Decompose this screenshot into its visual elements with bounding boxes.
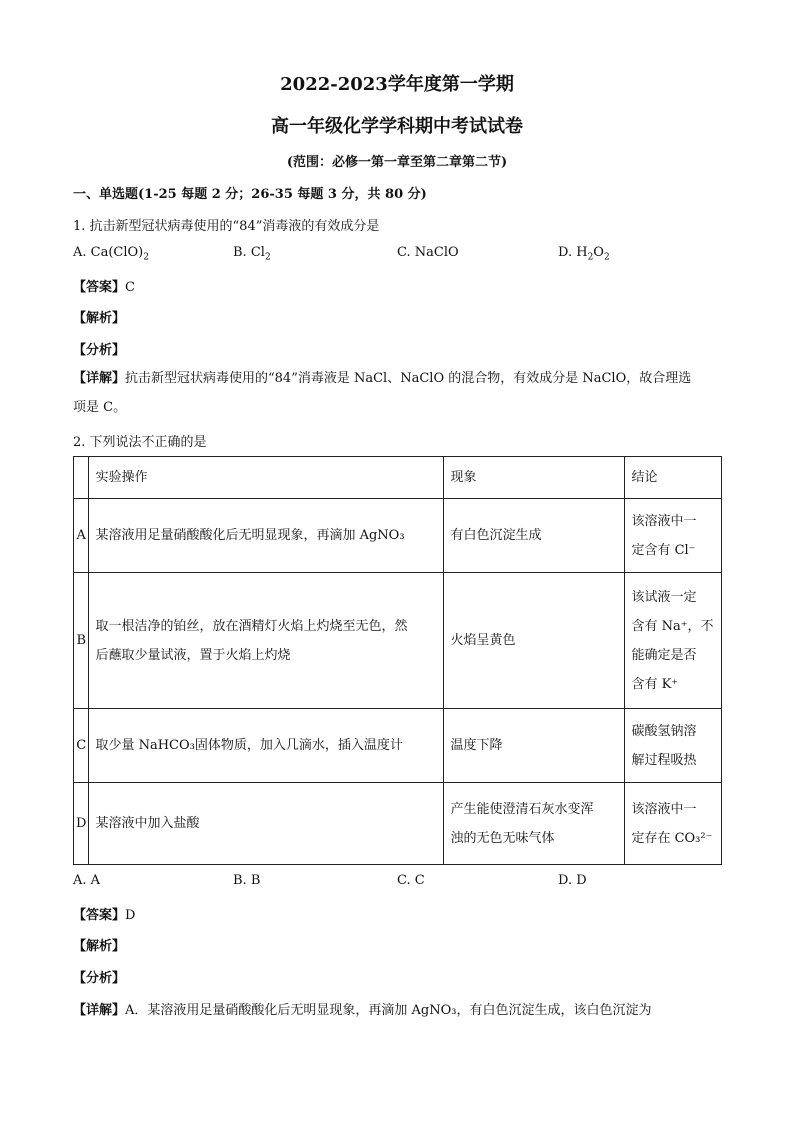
q1-detail: 【详解】抗击新型冠状病毒使用的“84”消毒液是 NaCl、NaClO 的混合物，有效成分是 NaClO，故合理选 项是 C。 [73, 371, 692, 415]
q2-detail: 【详解】A．某溶液用足量硝酸酸化后无明显现象，再滴加 AgNO₃，有白色沉淀生成，该白色沉淀为 [73, 1003, 652, 1018]
table-row [74, 573, 722, 709]
q1-option-d: D. $H_2O_2$ [558, 245, 610, 263]
q2-stem: 2. 下列说法不正确的是 [73, 435, 207, 450]
table-header-cell [74, 457, 89, 499]
row-conclusion: 该溶液中一 定含有 Cl⁻ [625, 499, 722, 573]
q2-option-b: B. B [233, 873, 261, 888]
row-phenomenon: 火焰呈黄色 [444, 573, 625, 709]
row-conclusion: 该溶液中一 定存在 CO₃²⁻ [625, 783, 722, 865]
table-header-cell: 实验操作 [89, 457, 444, 499]
row-label: B [74, 573, 89, 709]
q1-analysis-tag: 【解析】 [73, 311, 126, 326]
table-row [74, 709, 722, 783]
table-row [74, 783, 722, 865]
row-label: D [74, 783, 89, 865]
section-heading: 一、单选题(1-25 每题 2 分；26-35 每题 3 分，共 80 分) [73, 187, 427, 202]
exam-title-line1: 2022-2023学年度第一学期 [280, 74, 514, 95]
row-phenomenon: 产生能使澄清石灰水变浑 浊的无色无味气体 [444, 783, 625, 865]
q1-option-a: A. $Ca(ClO)_2$ [73, 245, 149, 263]
q2-answer: 【答案】D [73, 908, 136, 923]
row-label: C [74, 709, 89, 783]
q2-option-d: D. D [558, 873, 587, 888]
q2-option-c: C. C [397, 873, 425, 888]
row-conclusion: 碳酸氢钠溶 解过程吸热 [625, 709, 722, 783]
row-phenomenon: 温度下降 [444, 709, 625, 783]
row-conclusion: 该试液一定 含有 Na⁺，不 能确定是否 含有 K⁺ [625, 573, 722, 709]
table-header-row [74, 457, 722, 499]
row-operation: 某溶液用足量硝酸酸化后无明显现象，再滴加 AgNO₃ [89, 499, 444, 573]
table-header-cell: 结论 [625, 457, 722, 499]
q1-option-c: C. NaClO [397, 245, 459, 260]
q2-table [73, 456, 722, 865]
exam-scope: (范围：必修一第一章至第二章第二节) [286, 155, 508, 170]
table-row [74, 499, 722, 573]
q1-option-b: B. $Cl_2$ [233, 245, 271, 263]
q1-answer: 【答案】C [73, 280, 135, 295]
row-phenomenon: 有白色沉淀生成 [444, 499, 625, 573]
row-label: A [74, 499, 89, 573]
row-operation: 某溶液中加入盐酸 [89, 783, 444, 865]
q2-analysis-tag: 【解析】 [73, 939, 126, 954]
q1-stem: 1. 抗击新型冠状病毒使用的“84”消毒液的有效成分是 [73, 219, 380, 234]
q2-fenxi-tag: 【分析】 [73, 971, 126, 986]
row-operation: 取一根洁净的铂丝，放在酒精灯火焰上灼烧至无色，然 后蘸取少量试液，置于火焰上灼烧 [89, 573, 444, 709]
q2-option-a: A. A [73, 873, 101, 888]
row-operation: 取少量 NaHCO₃固体物质，加入几滴水，插入温度计 [89, 709, 444, 783]
table-header-cell: 现象 [444, 457, 625, 499]
exam-title-line2: 高一年级化学学科期中考试试卷 [271, 116, 523, 137]
q1-fenxi-tag: 【分析】 [73, 343, 126, 358]
